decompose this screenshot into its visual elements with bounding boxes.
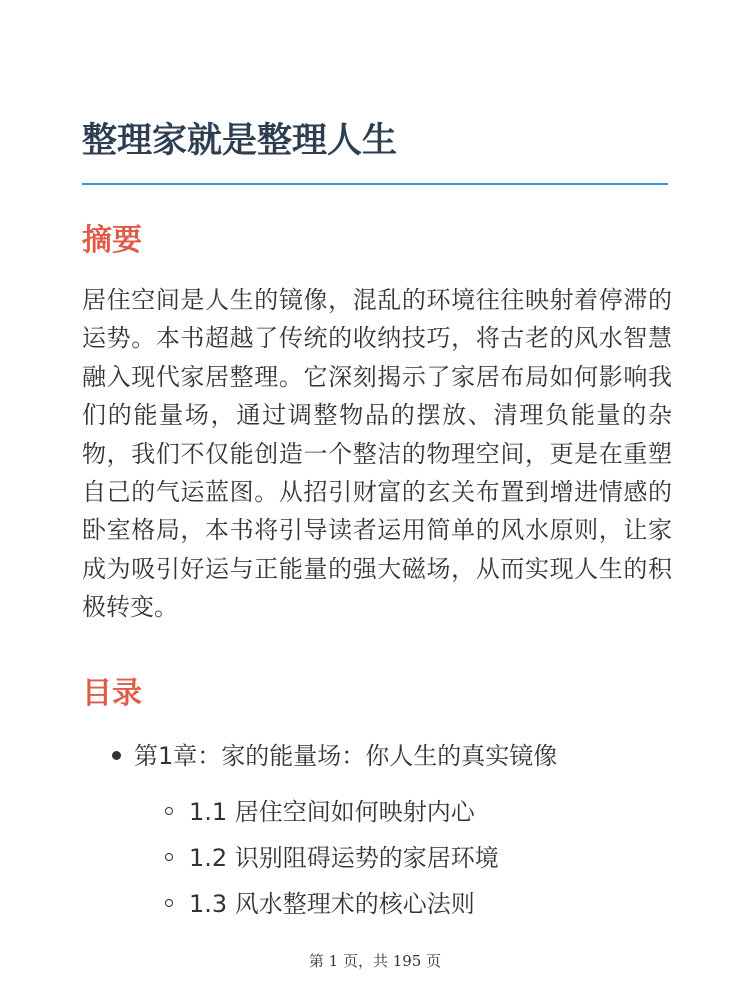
toc-section-1-2 bbox=[82, 836, 682, 880]
toc-chapter-1 bbox=[82, 734, 682, 918]
document-title: 整理家就是整理人生 bbox=[82, 121, 398, 161]
toc-section-1-3 bbox=[82, 882, 682, 926]
toc-heading: 目录 bbox=[82, 676, 142, 711]
page-number-footer: 第 1 页，共 195 页 bbox=[308, 952, 442, 970]
abstract-heading: 摘要 bbox=[82, 223, 142, 258]
toc-section-1-1 bbox=[82, 790, 682, 834]
abstract-paragraph: 居住空间是人生的镜像，混乱的环境往往映射着停滞的运势。本书超越了传统的收纳技巧，将古老的风水智慧融入现代家居整理。它深刻揭示了家居布局如何影响我们的能量场，通过调整物品的摆放、清理负能量的杂物，我们不仅能创造一个整洁的物理空间，更是在重塑自己的气运蓝图。从招引财富的玄关布置到增进情感的卧室格局，本书将引导读者运用简单的风水原则，让家成为吸引好运与正能量的强大磁场，从而实现人生的积极转变。 bbox=[82, 286, 672, 622]
bullet-circle-icon bbox=[165, 899, 173, 907]
toc-chapter-label: 第1章：家的能量场：你人生的真实镜像 bbox=[134, 742, 558, 770]
bullet-circle-icon bbox=[165, 807, 173, 815]
toc-section-label: 1.2 识别阻碍运势的家居环境 bbox=[189, 844, 499, 872]
bullet-disc-icon bbox=[112, 751, 121, 760]
toc-chapter-row bbox=[82, 734, 682, 778]
bullet-circle-icon bbox=[165, 853, 173, 861]
toc-section-label: 1.1 居住空间如何映射内心 bbox=[189, 798, 475, 826]
toc-section-label: 1.3 风水整理术的核心法则 bbox=[189, 890, 475, 918]
title-divider bbox=[82, 183, 668, 185]
toc-section-list bbox=[82, 790, 682, 928]
